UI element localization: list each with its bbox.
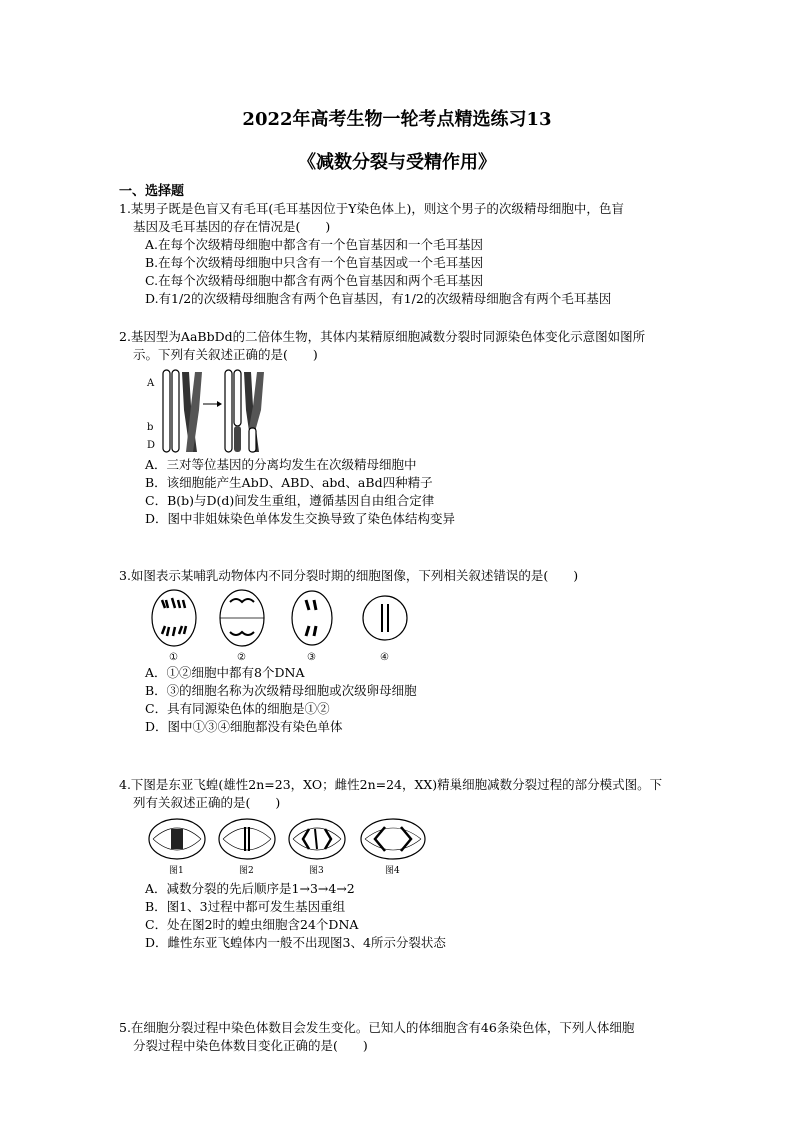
- option-a: A．三对等位基因的分离均发生在次级精母细胞中: [145, 457, 417, 472]
- question-stem-cont: 分裂过程中染色体数目变化正确的是( ): [133, 1038, 368, 1053]
- fig-label-2: 图2: [239, 866, 254, 876]
- option-d: D．图中①③④细胞都没有染色单体: [145, 719, 343, 734]
- fig-label-1: 图1: [169, 866, 184, 876]
- question-3-options: [119, 664, 699, 736]
- question-stem: 4.下图是东亚飞蝗(雄性2n=23，XO；雌性2n=24，XX)精巢细胞减数分裂过程的部分模式图。下: [119, 777, 663, 792]
- homologous-chromosome-figure: [145, 366, 275, 456]
- option-b: B.在每个次级精母细胞中只含有一个色盲基因或一个毛耳基因: [145, 255, 484, 270]
- cell-division-figure: [140, 588, 430, 662]
- question-stem: 1.某男子既是色盲又有毛耳(毛耳基因位于Y染色体上)，则这个男子的次级精母细胞中，色盲: [119, 201, 624, 216]
- question-1: [119, 200, 699, 308]
- question-stem-cont: 列有关叙述正确的是( ): [133, 795, 281, 810]
- gene-label-a: A: [147, 378, 155, 389]
- option-b: B．该细胞能产生AbD、ABD、abd、aBd四种精子: [145, 475, 433, 490]
- option-c: C．B(b)与D(d)间发生重组，遵循基因自由组合定律: [145, 493, 435, 508]
- option-b: B．③的细胞名称为次级精母细胞或次级卵母细胞: [145, 683, 417, 698]
- question-2: [119, 328, 699, 364]
- question-4-options: [119, 880, 699, 952]
- option-d: D．雌性东亚飞蝗体内一般不出现图3、4所示分裂状态: [145, 935, 446, 950]
- option-d: D.有1/2的次级精母细胞含有两个色盲基因，有1/2的次级精母细胞含有两个毛耳基因: [145, 291, 612, 306]
- fig-label-3: 图3: [309, 866, 324, 876]
- question-stem: 2.基因型为AaBbDd的二倍体生物，其体内某精原细胞减数分裂时同源染色体变化示意图如图所: [119, 329, 646, 344]
- question-stem: 5.在细胞分裂过程中染色体数目会发生变化。已知人的体细胞含有46条染色体，下列人体细胞: [119, 1020, 635, 1035]
- option-c: C．处在图2时的蝗虫细胞含24个DNA: [145, 917, 359, 932]
- cell-label-2: ②: [237, 652, 246, 662]
- section-heading: 一、选择题: [119, 184, 185, 199]
- document-subtitle: 《减数分裂与受精作用》: [298, 152, 496, 173]
- question-stem-cont: 示。下列有关叙述正确的是( ): [133, 347, 318, 362]
- gene-label-b: b: [147, 422, 154, 433]
- cell-label-1: ①: [169, 652, 178, 662]
- gene-label-d: D: [147, 440, 156, 451]
- document-title: 2022年高考生物一轮考点精选练习13: [242, 109, 552, 130]
- option-d: D．图中非姐妹染色单体发生交换导致了染色体结构变异: [145, 511, 456, 526]
- option-c: C．具有同源染色体的细胞是①②: [145, 701, 330, 716]
- question-5: [119, 1019, 699, 1055]
- cell-label-4: ④: [380, 652, 389, 662]
- locust-meiosis-figure: [145, 815, 445, 877]
- option-b: B．图1、3过程中都可发生基因重组: [145, 899, 346, 914]
- question-2-options: [119, 456, 699, 528]
- question-stem-cont: 基因及毛耳基因的存在情况是( ): [133, 219, 331, 234]
- option-a: A．减数分裂的先后顺序是1→3→4→2: [145, 881, 355, 896]
- cell-label-3: ③: [307, 652, 316, 662]
- question-4: [119, 776, 699, 812]
- question-3: [119, 567, 699, 585]
- option-a: A.在每个次级精母细胞中都含有一个色盲基因和一个毛耳基因: [145, 237, 484, 252]
- option-c: C.在每个次级精母细胞中都含有两个色盲基因和两个毛耳基因: [145, 273, 484, 288]
- option-a: A．①②细胞中都有8个DNA: [145, 665, 305, 680]
- question-stem: 3.如图表示某哺乳动物体内不同分裂时期的细胞图像，下列相关叙述错误的是( ): [119, 568, 579, 583]
- fig-label-4: 图4: [385, 866, 400, 876]
